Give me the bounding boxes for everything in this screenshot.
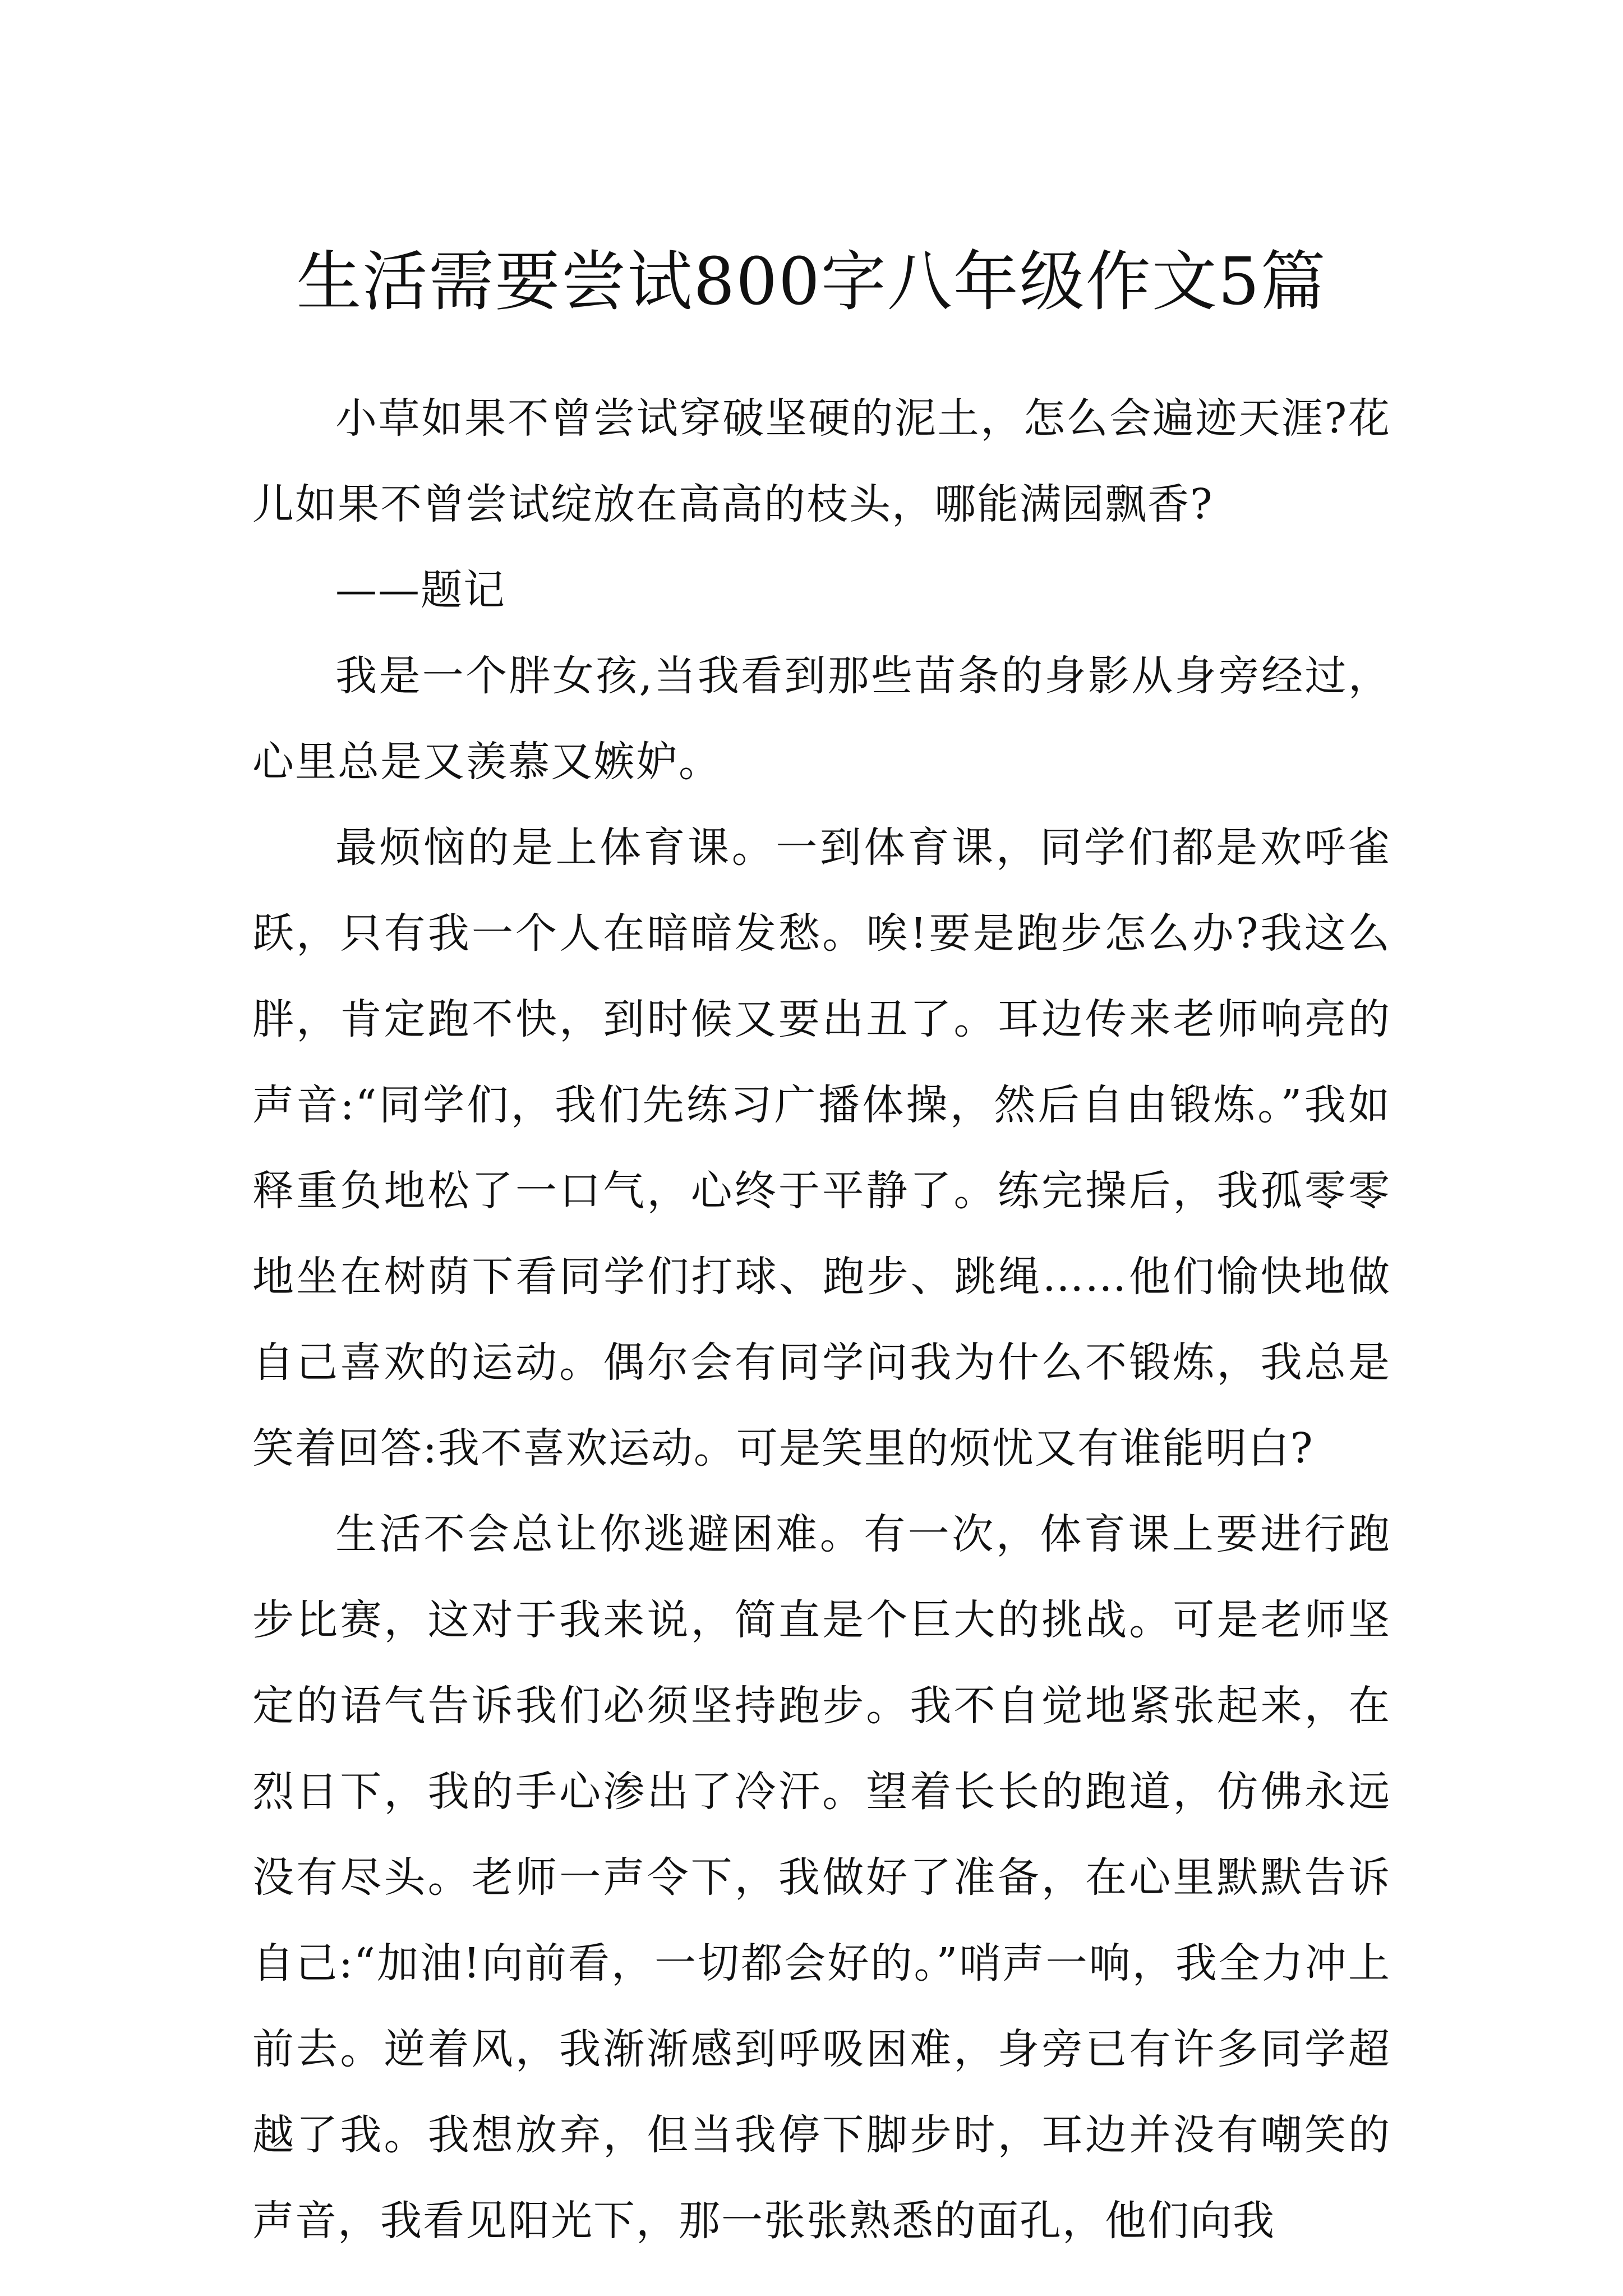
paragraph-3: 生活不会总让你逃避困难。有一次，体育课上要进行跑步比赛，这对于我来说，简直是个巨大的挑战。可是老师坚定的语气告诉我们必须坚持跑步。我不自觉地紧张起来，在烈日下，我的手心渗出了冷汗。望着长长的跑道，仿佛永远没有尽头。老师一声令下，我做好了准备，在心里默默告诉自己:“加油!向前看，一切都会好的。”哨声一响，我全力冲上前去。逆着风，我渐渐感到呼吸困难，身旁已有许多同学超越了我。我想放弃，但当我停下脚步时，耳边并没有嘲笑的声音，我看见阳光下，那一张张熟悉的面孔，他们向我	[252, 1510, 1391, 2245]
document-body	[252, 376, 1391, 2264]
paragraph-epigraph-label: ——题记	[335, 566, 506, 614]
paragraph-1: 我是一个胖女孩,当我看到那些苗条的身影从身旁经过，心里总是又羡慕又嫉妒。	[252, 652, 1391, 786]
paragraph-2: 最烦恼的是上体育课。一到体育课，同学们都是欢呼雀跃，只有我一个人在暗暗发愁。唉!要是跑步怎么办?我这么胖，肯定跑不快，到时候又要出丑了。耳边传来老师响亮的声音:“同学们，我们先练习广播体操，然后自由锻炼。”我如释重负地松了一口气，心终于平静了。练完操后，我孤零零地坐在树荫下看同学们打球、跑步、跳绳……他们愉快地做自己喜欢的运动。偶尔会有同学问我为什么不锻炼，我总是笑着回答:我不喜欢运动。可是笑里的烦忧又有谁能明白?	[252, 823, 1391, 1473]
paragraph-intro: 小草如果不曾尝试穿破坚硬的泥土，怎么会遍迹天涯?花儿如果不曾尝试绽放在高高的枝头，哪能满园飘香?	[252, 394, 1391, 528]
document-title: 生活需要尝试800字八年级作文5篇	[296, 243, 1327, 320]
